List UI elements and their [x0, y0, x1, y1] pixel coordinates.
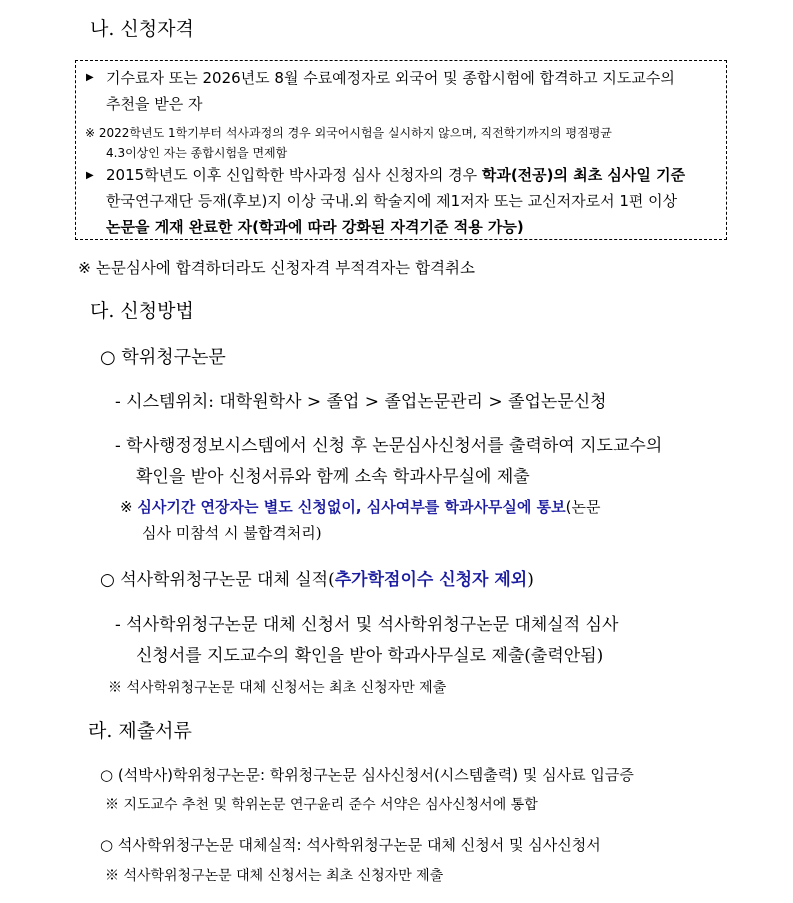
- method-dash2-line1: - 학사행정정보시스템에서 신청 후 논문심사신청서를 출력하여 지도교수의: [115, 436, 663, 456]
- method-dash3-line1: - 석사학위청구논문 대체 신청서 및 석사학위청구논문 대체실적 심사: [115, 615, 619, 635]
- documents-item1: ○ (석박사)학위청구논문: 학위청구논문 심사신청서(시스템출력) 및 심사료 입금증: [100, 766, 634, 784]
- method-note-line2: 심사 미참석 시 불합격처리): [142, 524, 322, 542]
- bullet-triangle-icon: ▶: [86, 170, 94, 181]
- bullet2-bold-text: 학과(전공)의 최초 심사일 기준: [481, 166, 686, 184]
- note-suffix-text: (논문: [565, 498, 601, 516]
- note-mark: ※: [120, 498, 138, 516]
- documents-note2: ※ 석사학위청구논문 대체 신청서는 최초 신청자만 제출: [105, 868, 444, 884]
- method-item2: [100, 565, 534, 590]
- item2-normal-text: ○ 석사학위청구논문 대체 실적(: [100, 570, 335, 590]
- method-item1: ○ 학위청구논문: [100, 347, 226, 368]
- eligibility-after-note: ※ 논문심사에 합격하더라도 신청자격 부적격자는 합격취소: [78, 259, 475, 277]
- section-title-documents: 라. 제출서류: [88, 720, 192, 742]
- documents-note1: ※ 지도교수 추천 및 학위논문 연구윤리 준수 서약은 심사신청서에 통합: [105, 797, 538, 813]
- bullet2-normal-text: 2015학년도 이후 신입학한 박사과정 심사 신청자의 경우: [106, 166, 482, 184]
- method-note3: ※ 석사학위청구논문 대체 신청서는 최초 신청자만 제출: [108, 680, 447, 696]
- eligibility-bullet2-line2: 한국연구재단 등재(후보)지 이상 국내.외 학술지에 제1저자 또는 교신저자로서 1편 이상: [106, 192, 678, 210]
- eligibility-bullet1-line1: 기수료자 또는 2026년도 8월 수료예정자로 외국어 및 종합시험에 합격하고 지도교수의: [106, 69, 675, 87]
- eligibility-bullet2-line1: [106, 164, 685, 185]
- method-note-line1: [120, 496, 600, 517]
- bullet-triangle-icon: ▶: [86, 72, 94, 83]
- section-title-eligibility: 나. 신청자격: [90, 18, 194, 40]
- documents-item2: ○ 석사학위청구논문 대체실적: 석사학위청구논문 대체 신청서 및 심사신청서: [100, 836, 601, 854]
- method-dash1: - 시스템위치: 대학원학사 > 졸업 > 졸업논문관리 > 졸업논문신청: [115, 392, 607, 412]
- eligibility-bullet2-line3: 논문을 게재 완료한 자(학과에 따라 강화된 자격기준 적용 가능): [106, 218, 524, 236]
- eligibility-note-line1: ※ 2022학년도 1학기부터 석사과정의 경우 외국어시험을 실시하지 않으며, 직전학기까지의 평점평균: [85, 126, 612, 140]
- eligibility-note-line2: 4.3이상인 자는 종합시험을 면제함: [106, 146, 288, 160]
- item2-blue-text: 추가학점이수 신청자 제외: [334, 570, 528, 590]
- method-dash2-line2: 확인을 받아 신청서류와 함께 소속 학과사무실에 제출: [136, 467, 530, 487]
- note-blue-text: 심사기간 연장자는 별도 신청없이, 심사여부를 학과사무실에 통보: [137, 498, 566, 516]
- method-dash3-line2: 신청서를 지도교수의 확인을 받아 학과사무실로 제출(출력안됨): [136, 646, 604, 666]
- item2-end-text: ): [527, 570, 534, 590]
- section-title-method: 다. 신청방법: [90, 300, 194, 322]
- eligibility-bullet1-line2: 추천을 받은 자: [106, 95, 203, 113]
